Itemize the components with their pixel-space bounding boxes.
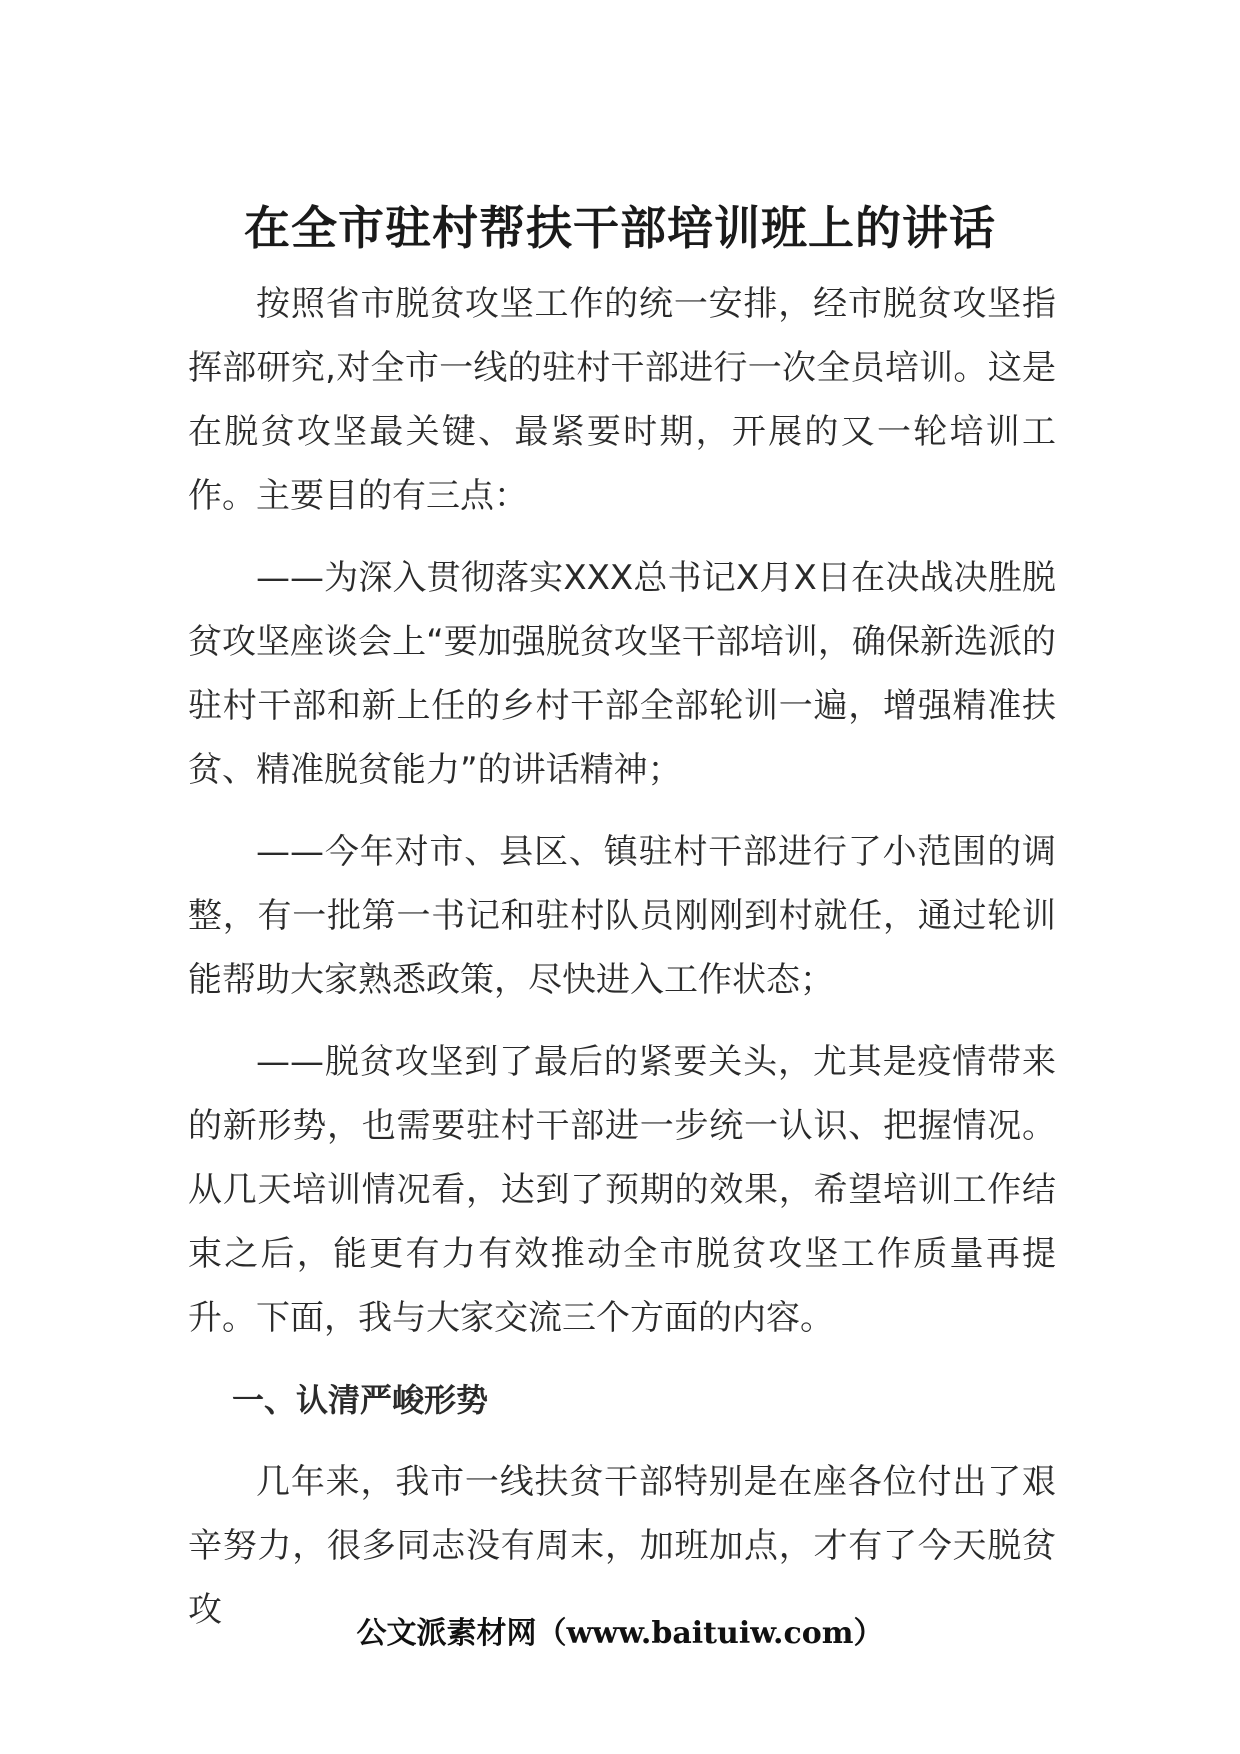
document-title: 在全市驻村帮扶干部培训班上的讲话 (244, 201, 996, 255)
paragraph-point-2: ——今年对市、县区、镇驻村干部进行了小范围的调整，有一批第一书记和驻村队员刚刚到村就任，通过轮训能帮助大家熟悉政策，尽快进入工作状态； (188, 832, 1056, 1000)
document-body (188, 272, 1056, 1642)
paragraph-point-1: ——为深入贯彻落实XXX总书记X月X日在决战决胜脱贫攻坚座谈会上“要加强脱贫攻坚干部培训，确保新选派的驻村干部和新上任的乡村干部全部轮训一遍，增强精准扶贫、精准脱贫能力”的讲话精神； (188, 558, 1056, 790)
section-heading: 一、认清严峻形势 (232, 1381, 489, 1419)
footer-watermark: 公文派素材网（www.baituiw.com） (356, 1616, 884, 1651)
section-paragraph: 几年来，我市一线扶贫干部特别是在座各位付出了艰辛努力，很多同志没有周末，加班加点，才有了今天脱贫攻 (188, 1462, 1056, 1630)
paragraph-point-3: ——脱贫攻坚到了最后的紧要关头，尤其是疫情带来的新形势，也需要驻村干部进一步统一认识、把握情况。从几天培训情况看，达到了预期的效果，希望培训工作结束之后，能更有力有效推动全市脱贫攻坚工作质量再提升。下面，我与大家交流三个方面的内容。 (188, 1042, 1056, 1338)
paragraph-intro: 按照省市脱贫攻坚工作的统一安排，经市脱贫攻坚指挥部研究,对全市一线的驻村干部进行一次全员培训。这是在脱贫攻坚最关键、最紧要时期，开展的又一轮培训工作。主要目的有三点： (188, 284, 1056, 516)
